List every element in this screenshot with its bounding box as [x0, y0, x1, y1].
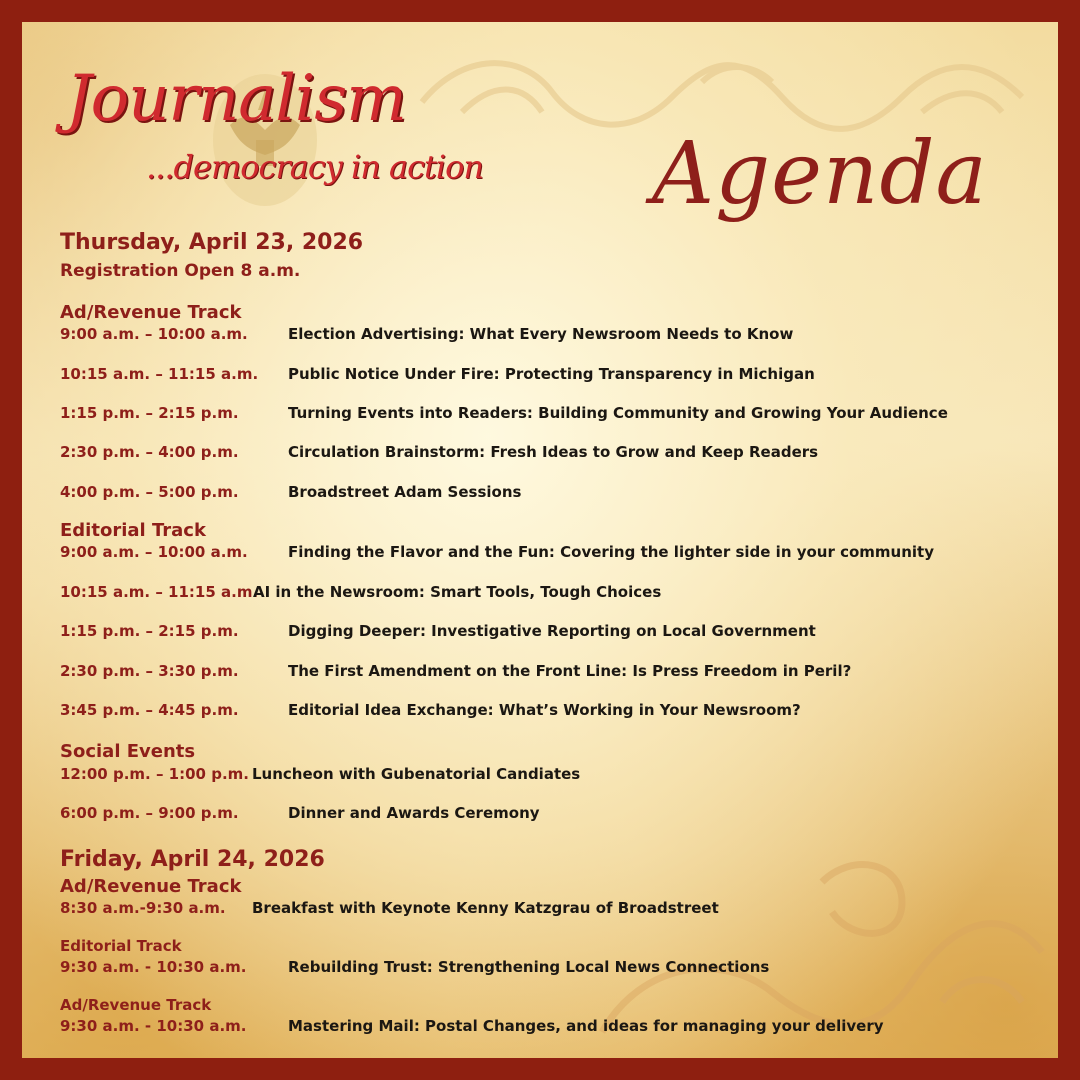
- session-time: 10:15 a.m. – 11:15 a.m.: [60, 583, 259, 601]
- session-time: 9:00 a.m. – 10:00 a.m.: [60, 325, 248, 343]
- session-title: Broadstreet Adam Sessions: [288, 483, 522, 501]
- session-time: 1:15 p.m. – 2:15 p.m.: [60, 622, 239, 640]
- thursday-ad-track-label: Ad/Revenue Track: [60, 302, 242, 323]
- session-title: Luncheon with Gubenatorial Candiates: [252, 765, 581, 783]
- session-time: 6:00 p.m. – 9:00 p.m.: [60, 804, 239, 822]
- session-time: 2:30 p.m. – 4:00 p.m.: [60, 443, 239, 461]
- session-time: 2:30 p.m. – 3:30 p.m.: [60, 662, 239, 680]
- social-events-label: Social Events: [60, 741, 196, 762]
- thursday-editorial-track-label: Editorial Track: [60, 520, 206, 541]
- session-title: Turning Events into Readers: Building Community and Growing Your Audience: [288, 404, 948, 422]
- session-time: 9:30 a.m. - 10:30 a.m.: [60, 958, 247, 976]
- session-title: Finding the Flavor and the Fun: Covering the lighter side in your community: [288, 543, 935, 561]
- logo-tagline: ...democracy in action: [146, 148, 483, 186]
- session-title: Dinner and Awards Ceremony: [288, 804, 540, 822]
- session-title: AI in the Newsroom: Smart Tools, Tough Choices: [253, 583, 662, 601]
- session-title: Rebuilding Trust: Strengthening Local News Connections: [288, 958, 770, 976]
- session-time: 4:00 p.m. – 5:00 p.m.: [60, 483, 239, 501]
- friday-track-label: Editorial Track: [60, 937, 182, 955]
- friday-date: Friday, April 24, 2026: [60, 847, 325, 872]
- journalism-logo: [60, 62, 483, 232]
- session-title: Election Advertising: What Every Newsroom Needs to Know: [288, 325, 794, 343]
- friday-track-label: Ad/Revenue Track: [60, 996, 212, 1014]
- session-title: The First Amendment on the Front Line: Is Press Freedom in Peril?: [288, 662, 852, 680]
- session-title: Breakfast with Keynote Kenny Katzgrau of Broadstreet: [252, 899, 719, 917]
- session-title: Public Notice Under Fire: Protecting Transparency in Michigan: [288, 365, 815, 383]
- logo-wordmark: Journalism: [66, 62, 406, 136]
- parchment-background: [22, 22, 1058, 1058]
- session-time: 12:00 p.m. – 1:00 p.m.: [60, 765, 249, 783]
- session-title: Editorial Idea Exchange: What’s Working in Your Newsroom?: [288, 701, 801, 719]
- session-title: Circulation Brainstorm: Fresh Ideas to Grow and Keep Readers: [288, 443, 819, 461]
- thursday-date: Thursday, April 23, 2026: [60, 230, 364, 255]
- session-time: 8:30 a.m.-9:30 a.m.: [60, 899, 226, 917]
- session-time: 10:15 a.m. – 11:15 a.m.: [60, 365, 259, 383]
- session-title: Mastering Mail: Postal Changes, and ideas for managing your delivery: [288, 1017, 884, 1035]
- session-time: 9:00 a.m. – 10:00 a.m.: [60, 543, 248, 561]
- session-title: Digging Deeper: Investigative Reporting on Local Government: [288, 622, 816, 640]
- registration-note: Registration Open 8 a.m.: [60, 261, 301, 281]
- session-time: 9:30 a.m. - 10:30 a.m.: [60, 1017, 247, 1035]
- session-time: 3:45 p.m. – 4:45 p.m.: [60, 701, 239, 719]
- session-time: 1:15 p.m. – 2:15 p.m.: [60, 404, 239, 422]
- agenda-heading: Agenda: [652, 124, 988, 224]
- friday-track-label: Ad/Revenue Track: [60, 876, 242, 897]
